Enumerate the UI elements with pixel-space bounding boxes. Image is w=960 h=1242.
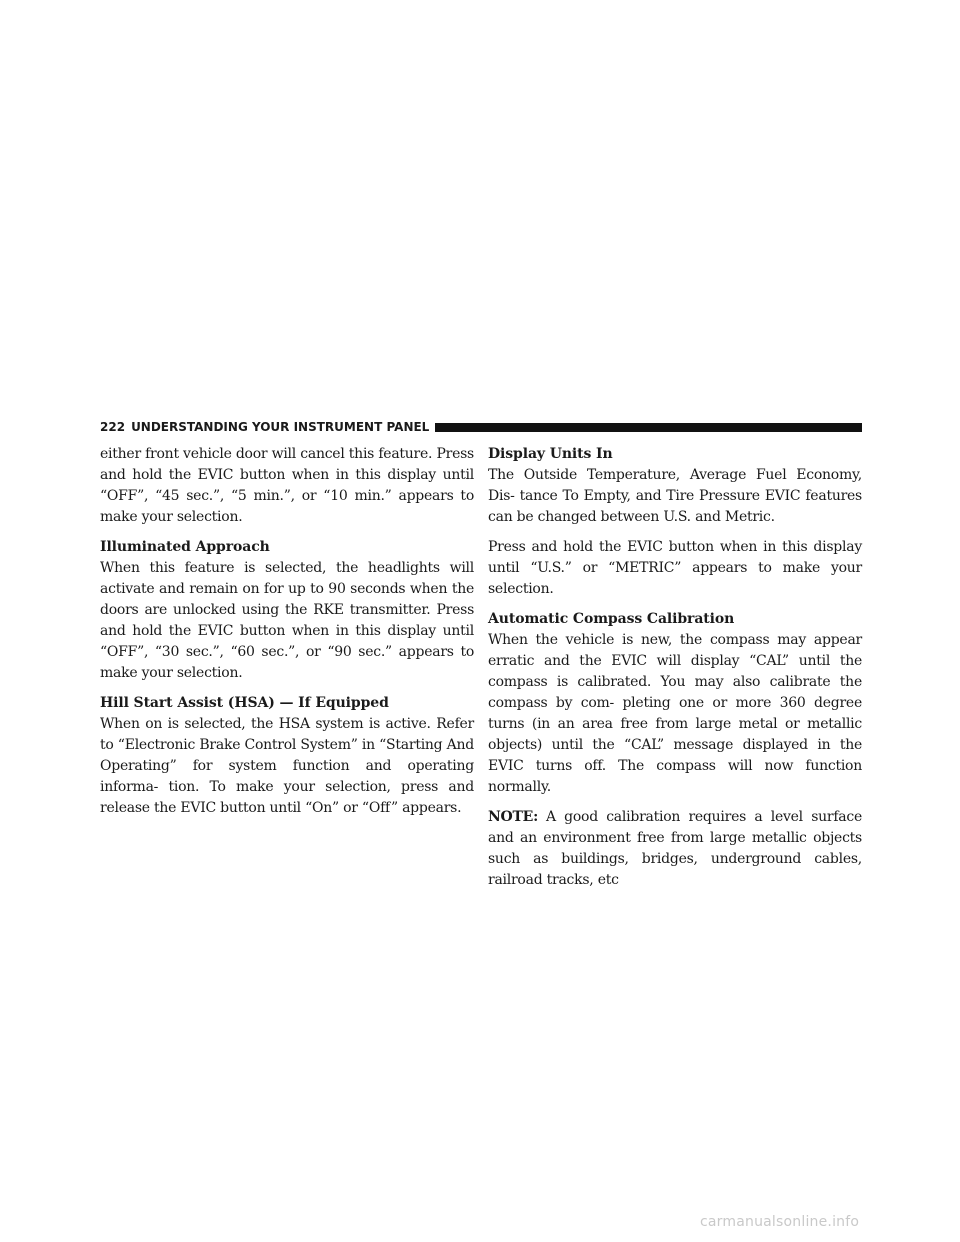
page-header (100, 418, 862, 436)
illuminated-approach-heading: Illuminated Approach (100, 539, 270, 555)
note-text: A good calibration requires a level surface and an environment free from large metallic objects such as buildings, bridges, underground cables, railroad tracks, etc (488, 809, 862, 888)
left-column (100, 444, 474, 828)
note-paragraph (488, 807, 862, 891)
hill-start-assist-body: When on is selected, the HSA system is active. Refer to “Electronic Brake Control System” in “Starting And Operating” for system function and operating informa- tion. To make your selection, press and release the EVIC button until “On” or “Off” appears. (100, 716, 474, 816)
display-units-body: The Outside Temperature, Average Fuel Economy, Dis- tance To Empty, and Tire Pressure EVIC features can be changed between U.S. and Metric. (488, 467, 862, 525)
note-label: NOTE: (488, 809, 538, 825)
intro-paragraph: either front vehicle door will cancel this feature. Press and hold the EVIC button when in this display until “OFF”, “45 sec.”, “5 min.”, or “10 min.” appears to make your selection. (100, 446, 474, 525)
header-rule (435, 423, 862, 432)
illuminated-approach-body: When this feature is selected, the headlights will activate and remain on for up to 90 seconds when the doors are unlocked using the RKE transmitter. Press and hold the EVIC button when in this display until “OFF”, “30 sec.”, “60 sec.”, or “90 sec.” appears to make your selection. (100, 560, 474, 681)
display-units-heading: Display Units In (488, 446, 613, 462)
compass-calibration-heading: Automatic Compass Calibration (488, 611, 735, 627)
hill-start-assist-heading: Hill Start Assist (HSA) — If Equipped (100, 695, 389, 711)
display-units-body-2: Press and hold the EVIC button when in this display until “U.S.” or “METRIC” appears to make your selection. (488, 539, 862, 597)
right-column (488, 444, 862, 900)
watermark: carmanualsonline.info (700, 1214, 860, 1230)
section-title: UNDERSTANDING YOUR INSTRUMENT PANEL (131, 420, 430, 434)
page-number: 222 (100, 420, 126, 434)
compass-calibration-body: When the vehicle is new, the compass may appear erratic and the EVIC will display “CAL” until the compass is calibrated. You may also calibrate the compass by com- pleting one or more 360 degree turns (in an area free from large metal or metallic objects) until the “CAL” message displayed in the EVIC turns off. The compass will now function normally. (488, 632, 862, 795)
